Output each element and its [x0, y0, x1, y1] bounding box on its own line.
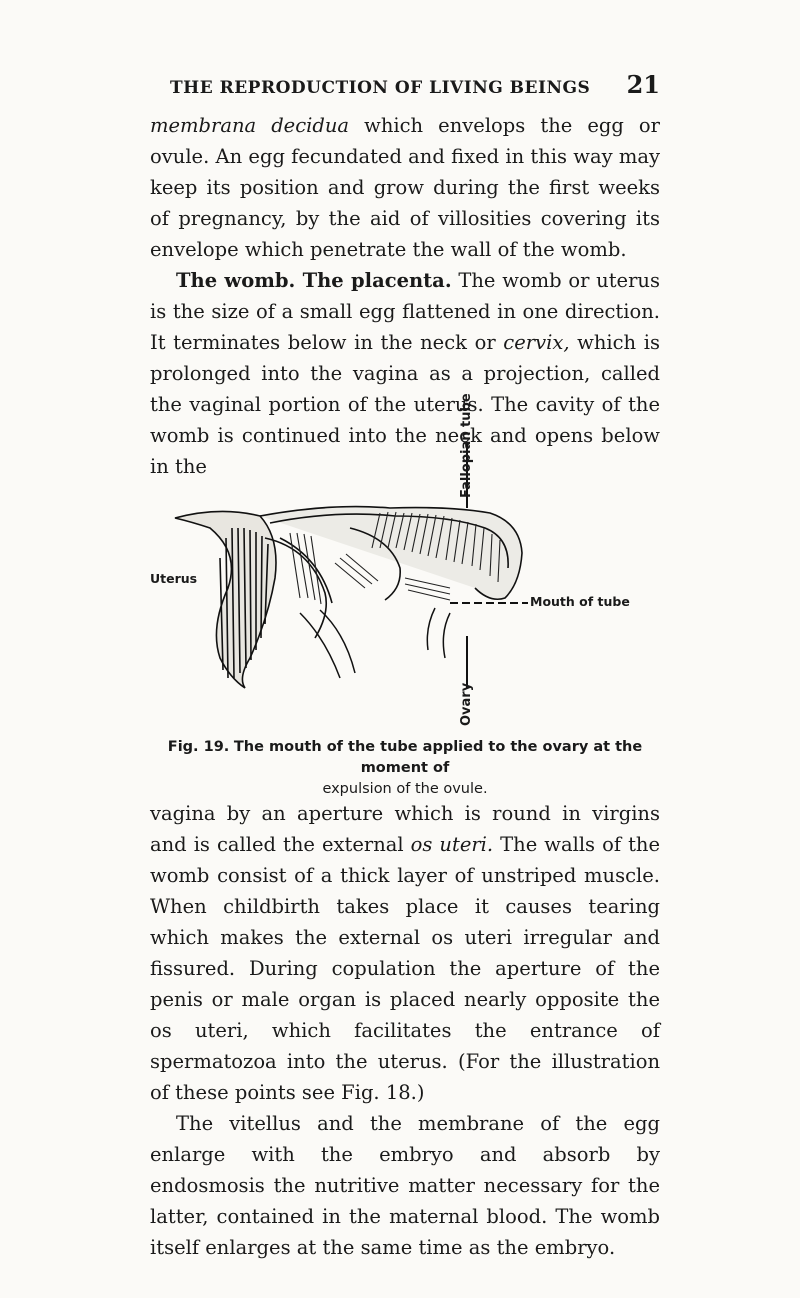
caption-text-bold: The mouth of the tube applied to the ovary at the moment of	[233, 739, 643, 776]
running-header	[150, 70, 660, 99]
text-run: The vitellus and the membrane of the egg enlarge with the embryo and absorb by endosmosis the nutritive matter necessary for the latter, contained in the maternal blood. The womb itself enlarges at the same time as the embryo.	[150, 1112, 660, 1259]
page-number: 21	[626, 70, 660, 99]
text-run: membrana decidua	[150, 114, 350, 137]
section-heading: The womb. The placenta.	[176, 269, 452, 292]
label-uterus: Uterus	[150, 571, 198, 586]
figure-illustration	[150, 388, 660, 733]
figure-caption	[150, 737, 660, 800]
label-fallopian-tube: Fallopian tube	[459, 393, 474, 498]
text-run: os uteri.	[410, 833, 494, 856]
text-run: cervix,	[503, 331, 570, 354]
paragraph	[150, 798, 660, 1108]
body-text-bottom	[150, 798, 660, 1263]
text-run: vagina by an aperture which is round in virgins and is called the external	[150, 802, 660, 856]
running-title: THE REPRODUCTION OF LIVING BEINGS	[170, 78, 591, 98]
ovary-shape	[300, 608, 450, 678]
text-run: The walls of the womb consist of a thick layer of unstriped muscle. When childbirth takes place it causes tearing which makes the external os uteri irregular and fissured. During copulation the aperture of the penis or male organ is placed nearly opposite the os uteri, which facilitates the entrance of spermatozoa into the uterus. (For the illustration of these points see Fig. 18.)	[150, 833, 661, 1104]
label-ovary: Ovary	[459, 682, 474, 726]
paragraph	[150, 1108, 660, 1263]
figure-number: Fig. 19.	[167, 739, 230, 755]
anatomy-drawing	[150, 388, 660, 733]
fallopian-tube-shape	[260, 507, 522, 638]
text-run: which is prolonged into the vagina as a projection, called the vaginal portion of the uterus. The cavity of the womb is continued into the neck and opens below in the	[150, 331, 660, 478]
paragraph	[150, 110, 660, 265]
text-run: which envelops the egg or ovule. An egg fecundated and fixed in this way may keep its position and grow during the first weeks of pregnancy, by the aid of villosities covering its envelope which penetrate the wall of the womb.	[150, 114, 660, 261]
uterus-shape	[175, 511, 276, 688]
caption-text: expulsion of the ovule.	[322, 781, 488, 797]
text-run: The womb or uterus is the size of a small egg flattened in one direction. It terminates below in the neck or	[150, 269, 660, 354]
label-mouth-of-tube: Mouth of tube	[530, 594, 630, 609]
